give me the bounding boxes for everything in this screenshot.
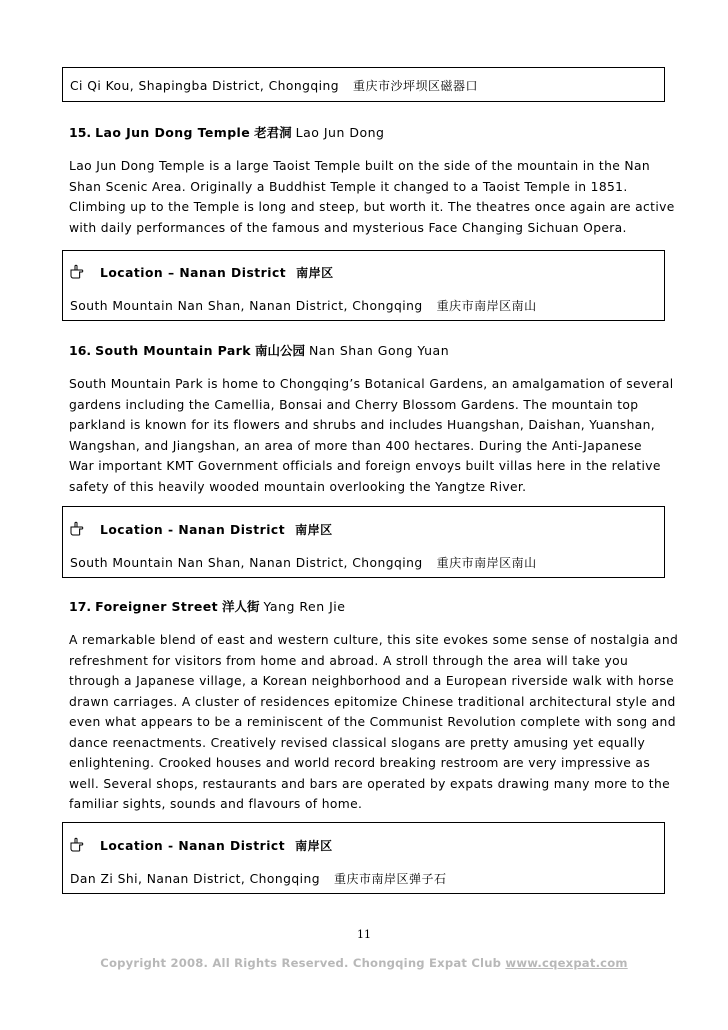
location-line <box>70 264 334 281</box>
address-text-zh: 重庆市南岸区南山 <box>436 299 537 313</box>
pointing-hand-icon <box>70 264 92 280</box>
paragraph-line: Shan Scenic Area. Originally a Buddhist Temple it changed to a Taoist Temple in 1851. <box>69 179 628 194</box>
location-line <box>70 521 333 538</box>
section-number: 15. <box>69 125 92 140</box>
paragraph-line: South Mountain Park is home to Chongqing’s Botanical Gardens, an amalgamation of several <box>69 377 674 391</box>
pointing-hand-icon <box>70 521 92 537</box>
section-title: Lao Jun Dong Temple <box>95 125 251 140</box>
address-text: Dan Zi Shi, Nanan District, Chongqing <box>70 872 321 886</box>
section-title-zh: 南山公园 <box>254 343 305 358</box>
address-line <box>70 297 537 314</box>
section-title: South Mountain Park <box>95 343 251 358</box>
paragraph-line: refreshment for visitors from home and abroad. A stroll through the area will take you <box>69 653 629 668</box>
location-label-zh: 南岸区 <box>295 839 333 853</box>
address-line <box>70 554 537 571</box>
paragraph-line: A remarkable blend of east and western culture, this site evokes some sense of nostalgia and <box>69 633 679 647</box>
section-16-location-box <box>62 506 665 578</box>
section-pinyin: Yang Ren Jie <box>263 599 346 614</box>
address-line <box>70 77 478 94</box>
paragraph-line: with daily performances of the famous and mysterious Face Changing Sichuan Opera. <box>69 220 627 235</box>
paragraph-line: Lao Jun Dong Temple is a large Taoist Temple built on the side of the mountain in the Nan <box>69 159 650 173</box>
paragraph-line: dance reenactments. Creatively revised classical slogans are pretty amusing yet equally <box>69 735 646 750</box>
paragraph-line: War important KMT Government officials and foreign envoys built villas here in the relative <box>69 459 661 473</box>
paragraph-line: parkland is known for its flowers and shrubs and includes Huangshan, Daishan, Yuanshan, <box>69 418 656 432</box>
location-label: Location - Nanan District <box>100 839 286 853</box>
copyright-footer <box>0 956 728 970</box>
paragraph-line: drawn carriages. A cluster of residences epitomize Chinese traditional architectural style and <box>69 694 676 709</box>
section-pinyin: Nan Shan Gong Yuan <box>308 343 450 358</box>
address-text-zh: 重庆市南岸区南山 <box>436 556 537 570</box>
pointing-hand-icon <box>70 837 92 853</box>
address-text: Ci Qi Kou, Shapingba District, Chongqing <box>70 79 340 93</box>
location-label: Location – Nanan District <box>100 266 287 280</box>
top-address-box <box>62 67 665 102</box>
paragraph-line: enlightening. Crooked houses and world record breaking restroom are very impressive as <box>69 756 651 770</box>
location-label-zh: 南岸区 <box>296 266 334 280</box>
section-title: Foreigner Street <box>95 599 219 614</box>
section-pinyin: Lao Jun Dong <box>295 125 385 140</box>
footer-text: Copyright 2008. All Rights Reserved. Chongqing Expat Club <box>100 956 506 970</box>
section-16-description <box>69 374 674 497</box>
section-title-zh: 洋人街 <box>222 599 260 614</box>
paragraph-line: Wangshan, and Jiangshan, an area of more than 400 hectares. During the Anti-Japanese <box>69 438 642 453</box>
address-text-zh: 重庆市沙坪坝区磁器口 <box>353 79 479 93</box>
paragraph-line: well. Several shops, restaurants and bars are operated by expats drawing many more to the <box>69 776 671 791</box>
section-title-zh: 老君洞 <box>254 125 292 140</box>
section-15-location-box <box>62 250 665 321</box>
section-number: 17. <box>69 599 92 614</box>
paragraph-line: gardens including the Camellia, Bonsai and Cherry Blossom Gardens. The mountain top <box>69 397 639 412</box>
paragraph-line: familiar sights, sounds and flavours of home. <box>69 797 363 811</box>
section-16-heading <box>69 341 449 359</box>
location-label-zh: 南岸区 <box>295 523 333 537</box>
address-text-zh: 重庆市南岸区弹子石 <box>334 872 447 886</box>
paragraph-line: even what appears to be a reminiscent of the Communist Revolution complete with song and <box>69 715 676 729</box>
section-17-description <box>69 630 679 815</box>
section-15-description <box>69 156 675 238</box>
section-15-heading <box>69 123 385 141</box>
address-text: South Mountain Nan Shan, Nanan District, Chongqing <box>70 556 423 570</box>
location-line <box>70 837 333 854</box>
section-number: 16. <box>69 343 92 358</box>
section-17-heading <box>69 597 345 615</box>
address-text: South Mountain Nan Shan, Nanan District, Chongqing <box>70 299 423 313</box>
section-17-location-box <box>62 822 665 894</box>
location-label: Location - Nanan District <box>100 523 286 537</box>
paragraph-line: Climbing up to the Temple is long and steep, but worth it. The theatres once again are active <box>69 200 675 214</box>
footer-link[interactable]: www.cqexpat.com <box>505 956 628 970</box>
page-number: 11 <box>357 928 371 941</box>
paragraph-line: through a Japanese village, a Korean neighborhood and a European riverside walk with horse <box>69 674 675 688</box>
paragraph-line: safety of this heavily wooded mountain overlooking the Yangtze River. <box>69 479 527 494</box>
address-line <box>70 870 447 887</box>
